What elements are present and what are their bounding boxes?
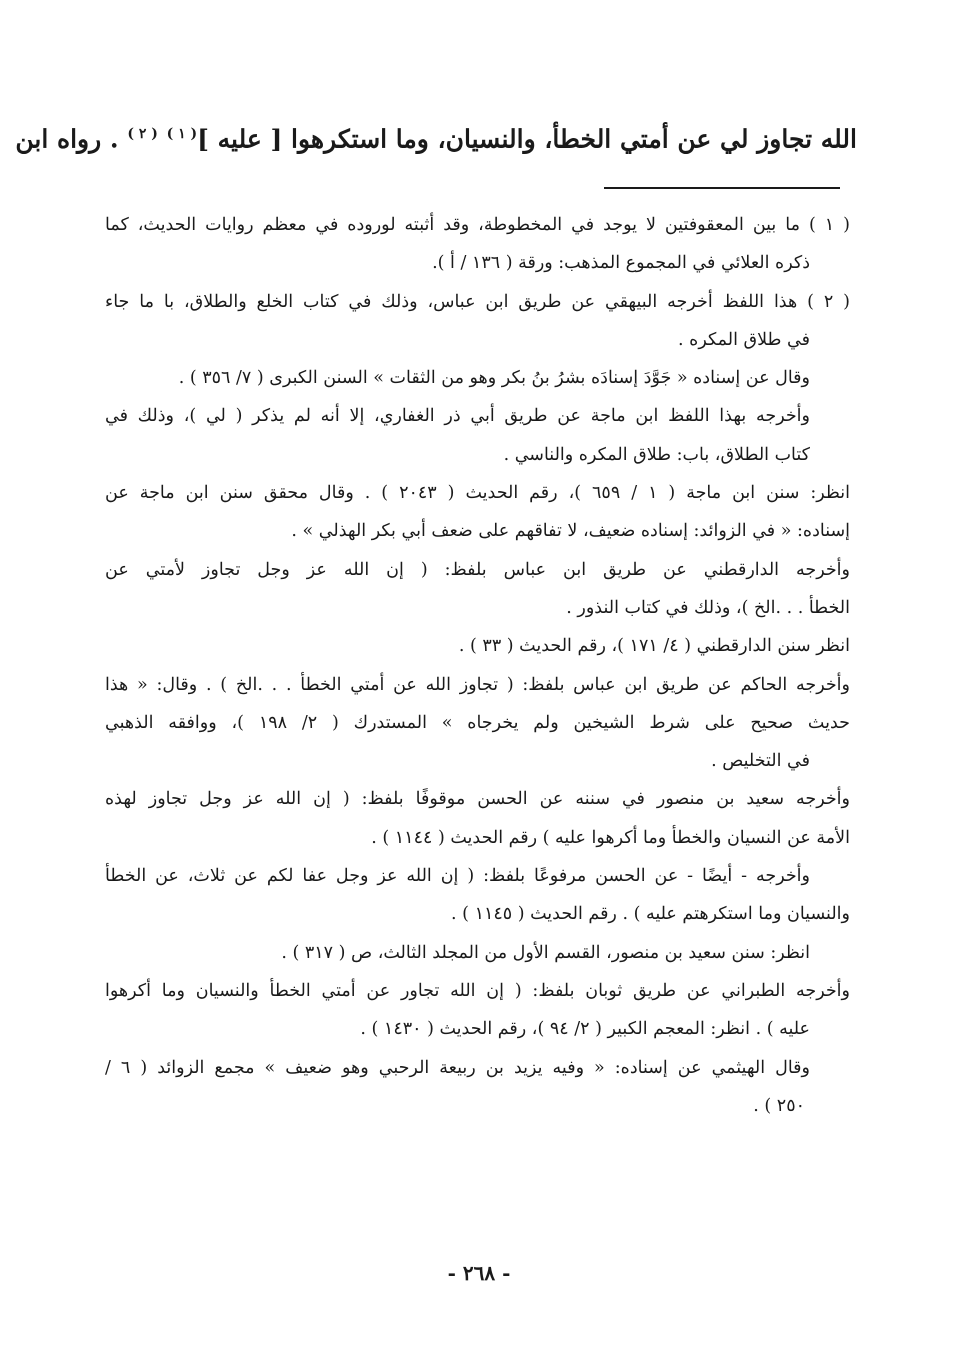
footnote-line: في طلاق المكره . <box>678 329 810 350</box>
footnote-line: كتاب الطلاق، باب: طلاق المكره والناسي . <box>503 444 810 465</box>
footnote-separator <box>604 187 840 189</box>
footnotes <box>105 206 850 1125</box>
footnote-ref-2: ( ٢ ) <box>127 126 158 142</box>
footnote-line: والنسيان وما استكرهتم عليه ) . رقم الحديث ( ١١٤٥ ) . <box>451 904 850 925</box>
footnote-line: عليه ) . انظر: المعجم الكبير ( ٢/ ٩٤ )، رقم الحديث ( ١٤٣٠ ) . <box>360 1019 810 1040</box>
footnote-line: وأخرجه الحاكم عن طريق ابن عباس بلفظ: ( تجاوز الله عن أمتي الخطأ . . .الخ ) . وقال: « هذا <box>105 674 850 695</box>
footnote-line: وأخرجه الطبراني عن طريق ثوبان بلفظ: ( إن الله تجاور عن أمتي الخطأ والنسيان وما أكرهوا <box>105 980 850 1001</box>
footnote-line: حديث صحيح على شرط الشيخين ولم يخرجاه » المستدرك ( ٢/ ١٩٨ )، ووافقه الذهبي <box>105 712 850 733</box>
footnote-line: انظر: سنن ابن ماجة ( ١ / ٦٥٩ )، رقم الحديث ( ٢٠٤٣ ) . وقال محقق سنن ابن ماجة عن <box>105 483 850 504</box>
footnote-line: وأخرجه الدارقطني عن طريق ابن عباس بلفظ: ( إن الله عز وجل تجاوز لأمتي عن <box>105 559 850 580</box>
footnote-line: ٢٥٠ ) . <box>753 1095 805 1116</box>
footnote-line: وأخرجه بهذا اللفظ ابن ماجة عن طريق أبي ذر الغفاري، إلا أنه لم يذكر ( لي )، وذلك في <box>105 406 810 427</box>
main-text-line <box>15 112 857 161</box>
footnote-line: الأمة عن النسيان والخطأ وما أكرهوا عليه ) رقم الحديث ( ١١٤٤ ) . <box>371 827 850 848</box>
footnote-line: انظر: سنن سعيد بن منصور، القسم الأول من المجلد الثالث، ص ( ٣١٧ ) . <box>281 942 810 963</box>
footnote-line: وقال عن إسناده « جَوَّدَ إسنادَه بشرُ بنُ بكر وهو من الثقات » السنن الكبرى ( ٧/ ٣٥٦ ) . <box>178 368 810 389</box>
footnote-line: ( ٢ ) هذا اللفظ أخرجه البيهقي عن طريق ابن عباس، وذلك في كتاب الخلع والطلاق، با ما جاء <box>105 291 850 312</box>
footnote-line: إسناده: « في الزوائد: إسناده ضعيف، لا تفاقهم على ضعف أبي بكر الهذلي » . <box>291 521 850 542</box>
footnote-line: ( ١ ) ما بين المعقوفتين لا يوجد في المخطوطة، وقد أثبته لوروده في معظم روايات الحديث، كما <box>105 215 850 235</box>
main-text-tail: . رواه ابن <box>15 124 119 154</box>
footnote-line: وقال الهيثمي عن إسناده: « وفيه يزيد بن ربيعة الرحبي وهو ضعيف » مجمع الزوائد ( ٦ / <box>105 1057 810 1078</box>
footnote-ref-1: ( ١ ) <box>166 126 198 142</box>
footnote-line: ذكره العلائي في المجموع المذهب: ورقة ( ١٣٦ / أ ). <box>432 253 810 274</box>
page-number: - ٢٦٨ - <box>447 1261 511 1285</box>
footnote-line: الخطأ . . .الخ )، وذلك في كتاب النذور . <box>566 597 850 618</box>
footnote-line: في التخليص . <box>711 751 810 772</box>
footnote-line: وأخرجه سعيد بن منصور في سننه عن الحسن موقوفًا بلفظ: ( إن الله عز وجل تجاوز لهذه <box>105 789 850 810</box>
main-text: الله تجاوز لي عن أمتي الخطأ، والنسيان، وما استكرهوا [ عليه ] <box>197 124 857 154</box>
footnote-line: انظر سنن الدارقطني ( ٤/ ١٧١ )، رقم الحديث ( ٣٣ ) . <box>458 636 850 657</box>
footnote-line: وأخرجه - أيضًا - عن الحسن مرفوعًا بلفظ: ( إن الله عز وجل عفا لكم عن ثلاث، عن الخطأ <box>105 866 810 887</box>
